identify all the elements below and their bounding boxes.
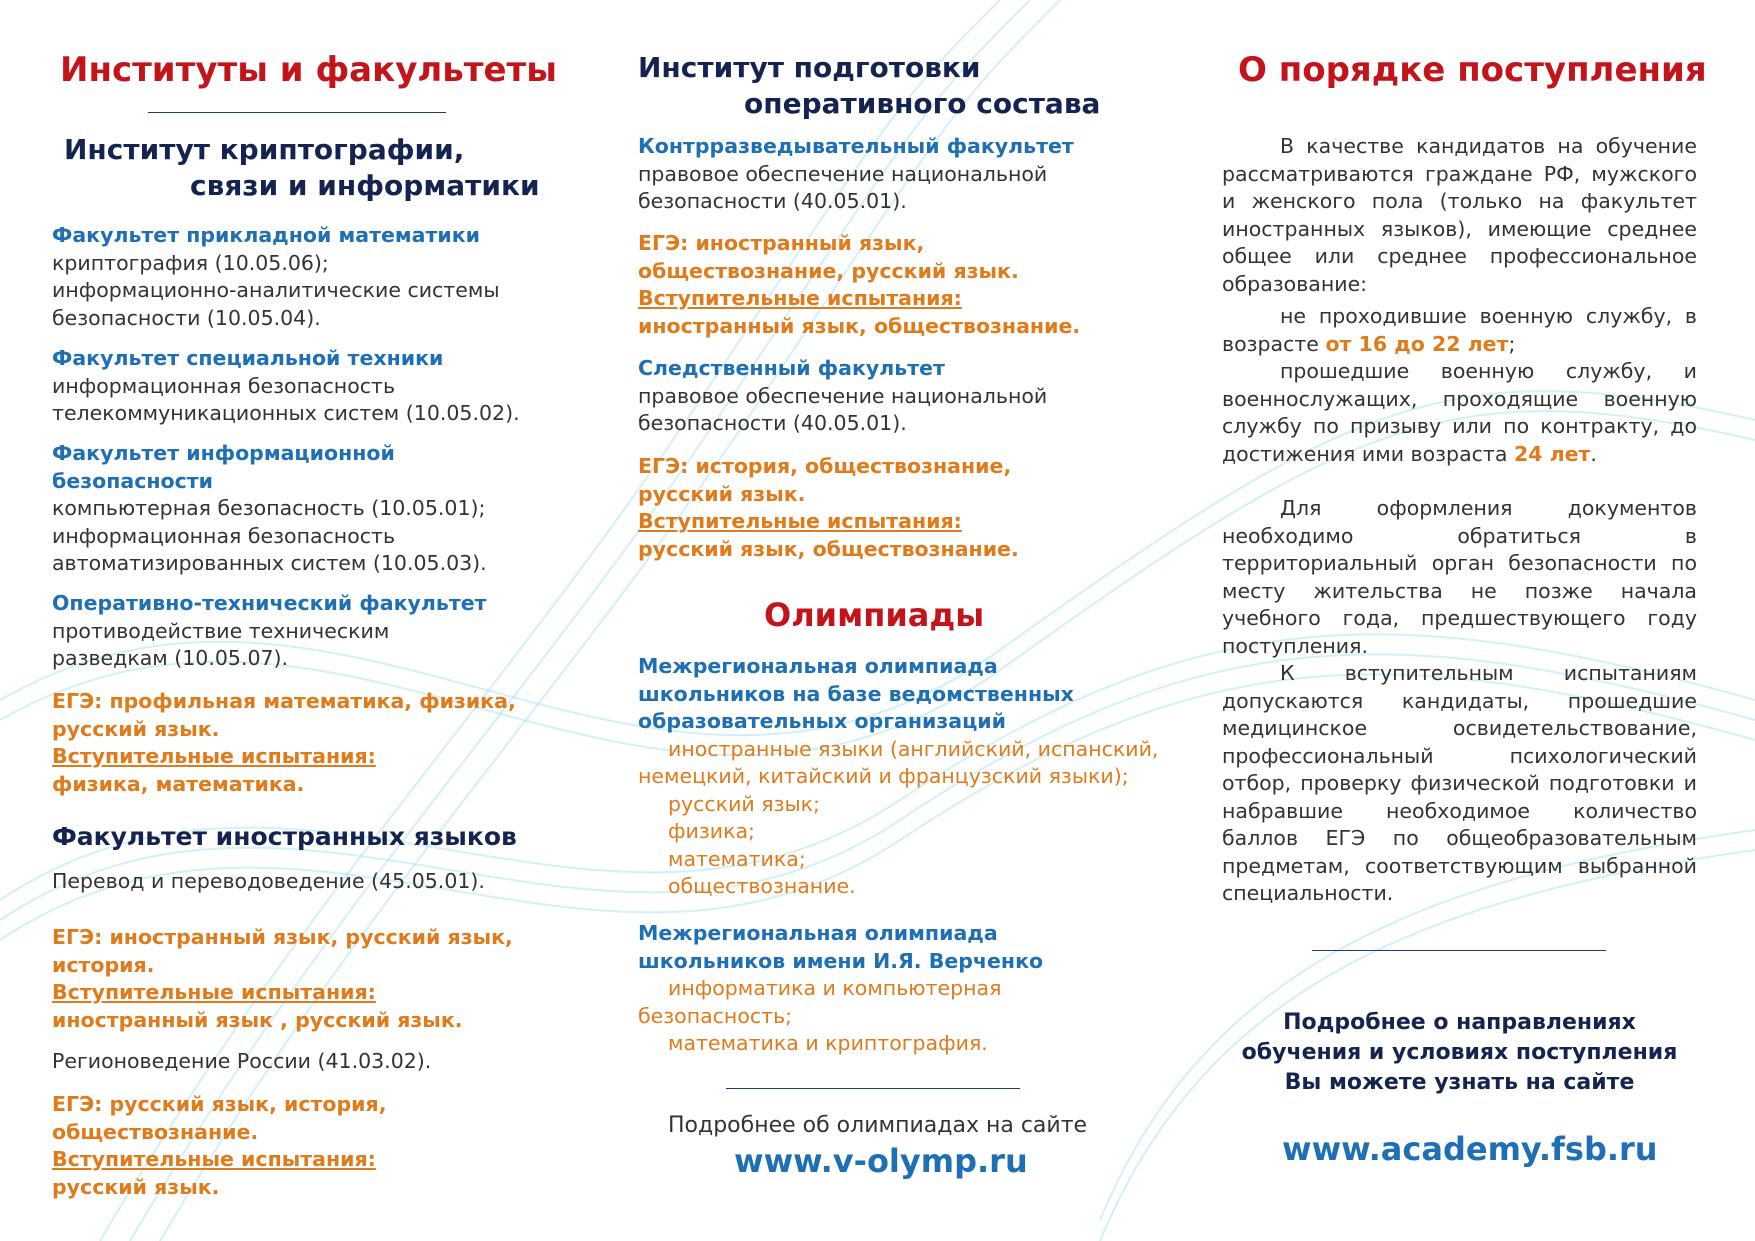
- spec-line: правовое обеспечение национальной: [638, 161, 1048, 186]
- age-range-highlight: от 16 до 22 лет: [1325, 331, 1509, 356]
- exams-value: русский язык.: [52, 1174, 220, 1199]
- olympiad-name: Межрегиональная олимпиада: [638, 654, 998, 678]
- admission-p5: К вступительным испытаниям допускаются кандидаты, прошедшие медицинское освидетельствование, профессиональный психологический отбор, проверку физической подготовки и набравшие необходимое количество баллов ЕГЭ по общеобразовательным предметам, соответствующим выбранной специальности.: [1222, 661, 1697, 905]
- exams-label: Вступительные испытания:: [52, 744, 376, 768]
- spec-line: компьютерная безопасность (10.05.01);: [52, 496, 486, 520]
- more-line: Подробнее о направлениях: [1283, 1010, 1636, 1035]
- olympiad-1: [638, 653, 1158, 901]
- spec-line: автоматизированных систем (10.05.03).: [52, 551, 487, 575]
- faculty-name: Контрразведывательный факультет: [638, 134, 1074, 158]
- spec-line: противодействие техническим: [52, 618, 390, 643]
- olympiad-subject: математика;: [668, 846, 806, 871]
- ege-block-2: [52, 924, 513, 1034]
- age-limit-highlight: 24 лет: [1513, 441, 1591, 466]
- ege-line: ЕГЭ: профильная математика, физика,: [52, 689, 516, 713]
- olympiad-divider: [726, 1088, 1020, 1089]
- ege-block-c2-2: [638, 453, 1019, 563]
- olympiad-2: [638, 920, 1043, 1058]
- faculty-info-security: [52, 440, 487, 578]
- faculty-operational-tech: [52, 590, 487, 673]
- ege-block-1: [52, 688, 516, 798]
- olympiad-subject: безопасность;: [638, 1003, 793, 1028]
- foreign-spec: [52, 868, 485, 896]
- olympiad-name: школьников на базе ведомственных: [638, 681, 1074, 706]
- faculty-investigative: [638, 355, 1047, 438]
- title-divider: [148, 112, 446, 113]
- exams-value: иностранный язык , русский язык.: [52, 1007, 463, 1032]
- faculty-name: Факультет информационной: [52, 441, 395, 465]
- admission-p4: Для оформления документов необходимо обратиться в территориальный орган безопасности по месту жительства не позже начала учебного года, предшествующего году поступления.: [1222, 496, 1697, 658]
- olympiad-subject: математика и криптография.: [668, 1031, 988, 1055]
- faculty-name: безопасности: [52, 468, 214, 493]
- olympiad-more-text: Подробнее об олимпиадах на сайте: [668, 1113, 1088, 1138]
- faculty-name: Факультет специальной техники: [52, 346, 444, 370]
- ege-line: обществознание.: [52, 1119, 259, 1144]
- faculty-applied-math: [52, 222, 500, 332]
- ege-line: ЕГЭ: русский язык, история,: [52, 1092, 387, 1116]
- ege-line: ЕГЭ: иностранный язык, русский язык,: [52, 925, 513, 949]
- exams-label: Вступительные испытания:: [638, 509, 962, 533]
- ege-line: русский язык.: [52, 716, 220, 741]
- admission-p2: [1222, 303, 1697, 358]
- spec-line: криптография (10.05.06);: [52, 250, 329, 275]
- exams-label: Вступительные испытания:: [52, 1147, 376, 1171]
- admission-title: О порядке поступления: [1238, 50, 1707, 90]
- ege-line: история.: [52, 952, 155, 977]
- academy-site-link[interactable]: www.academy.fsb.ru: [1282, 1130, 1658, 1168]
- olympiad-subject: немецкий, китайский и французский языки);: [638, 764, 1129, 788]
- institute-operational-line2: оперативного состава: [744, 87, 1101, 120]
- p3-text: прошедшие военную службу, и военнослужащих, проходящие военную службу по призыву или по контракту, до достижения ими возраста: [1222, 359, 1697, 466]
- olympiad-name: Межрегиональная олимпиада: [638, 921, 998, 945]
- olympiad-subject: информатика и компьютерная: [668, 976, 1002, 1000]
- admission-more-text: [1222, 1008, 1697, 1098]
- faculty-name: Оперативно-технический факультет: [52, 591, 487, 615]
- p2-text: не проходившие военную службу, в возрасте: [1222, 304, 1697, 356]
- exams-value: иностранный язык, обществознание.: [638, 313, 1081, 338]
- faculty-special-tech: [52, 345, 520, 428]
- institute-operational-line1: Институт подготовки: [638, 51, 981, 84]
- spec-line: безопасности (10.05.04).: [52, 305, 321, 330]
- olympiad-subject: иностранные языки (английский, испанский,: [668, 736, 1159, 761]
- olympiad-site-link[interactable]: www.v-olymp.ru: [734, 1142, 1028, 1180]
- ege-line: обществознание, русский язык.: [638, 258, 1019, 283]
- ege-line: ЕГЭ: история, обществознание,: [638, 454, 1012, 478]
- exams-label: Вступительные испытания:: [638, 286, 962, 310]
- admission-p3: [1222, 358, 1697, 468]
- more-line: обучения и условиях поступления: [1241, 1040, 1678, 1065]
- spec-line: разведкам (10.05.07).: [52, 646, 289, 670]
- olympiad-subject: физика;: [668, 819, 755, 843]
- p2-end: ;: [1508, 331, 1516, 356]
- institute-crypto-line2: связи и информатики: [190, 169, 540, 202]
- olympiad-name: образовательных организаций: [638, 709, 1007, 733]
- ege-block-c2-1: [638, 230, 1080, 340]
- foreign-faculty-title: Факультет иностранных языков: [52, 822, 517, 851]
- spec-line: Регионоведение России (41.03.02).: [52, 1049, 432, 1073]
- olympiads-title: Олимпиады: [764, 596, 985, 634]
- faculty-name: Факультет прикладной математики: [52, 223, 480, 247]
- ege-block-3: [52, 1091, 387, 1201]
- institutes-title: Институты и факультеты: [60, 50, 557, 90]
- admission-p1: В качестве кандидатов на обучение рассматриваются граждане РФ, мужского и женского пола (только на факультет иностранных языков), имеющие среднее общее или среднее профессиональное образование:: [1222, 134, 1697, 296]
- spec-line: информационная безопасность: [52, 523, 396, 548]
- faculty-name: Следственный факультет: [638, 356, 945, 380]
- olympiad-subject: обществознание.: [668, 874, 856, 898]
- exams-value: русский язык, обществознание.: [638, 536, 1019, 561]
- olympiad-name: школьников имени И.Я. Верченко: [638, 948, 1044, 973]
- spec-line: безопасности (40.05.01).: [638, 411, 907, 435]
- spec-line: Перевод и переводоведение (45.05.01).: [52, 869, 485, 893]
- spec-line: правовое обеспечение национальной: [638, 383, 1048, 408]
- institute-crypto-line1: Институт криптографии,: [64, 133, 465, 166]
- spec-line: безопасности (40.05.01).: [638, 189, 907, 213]
- spec-line: телекоммуникационных систем (10.05.02).: [52, 401, 520, 425]
- ege-line: русский язык.: [638, 481, 806, 506]
- spec-line: информационно-аналитические системы: [52, 278, 500, 302]
- p3-end: .: [1590, 441, 1597, 466]
- more-line: Вы можете узнать на сайте: [1284, 1070, 1635, 1095]
- ege-line: ЕГЭ: иностранный язык,: [638, 231, 925, 255]
- exams-value: физика, математика.: [52, 771, 305, 796]
- olympiad-subject: русский язык;: [668, 791, 820, 816]
- region-spec: [52, 1048, 431, 1076]
- spec-line: информационная безопасность: [52, 373, 396, 398]
- exams-label: Вступительные испытания:: [52, 980, 376, 1004]
- faculty-counterintelligence: [638, 133, 1074, 216]
- admission-divider: [1312, 950, 1606, 951]
